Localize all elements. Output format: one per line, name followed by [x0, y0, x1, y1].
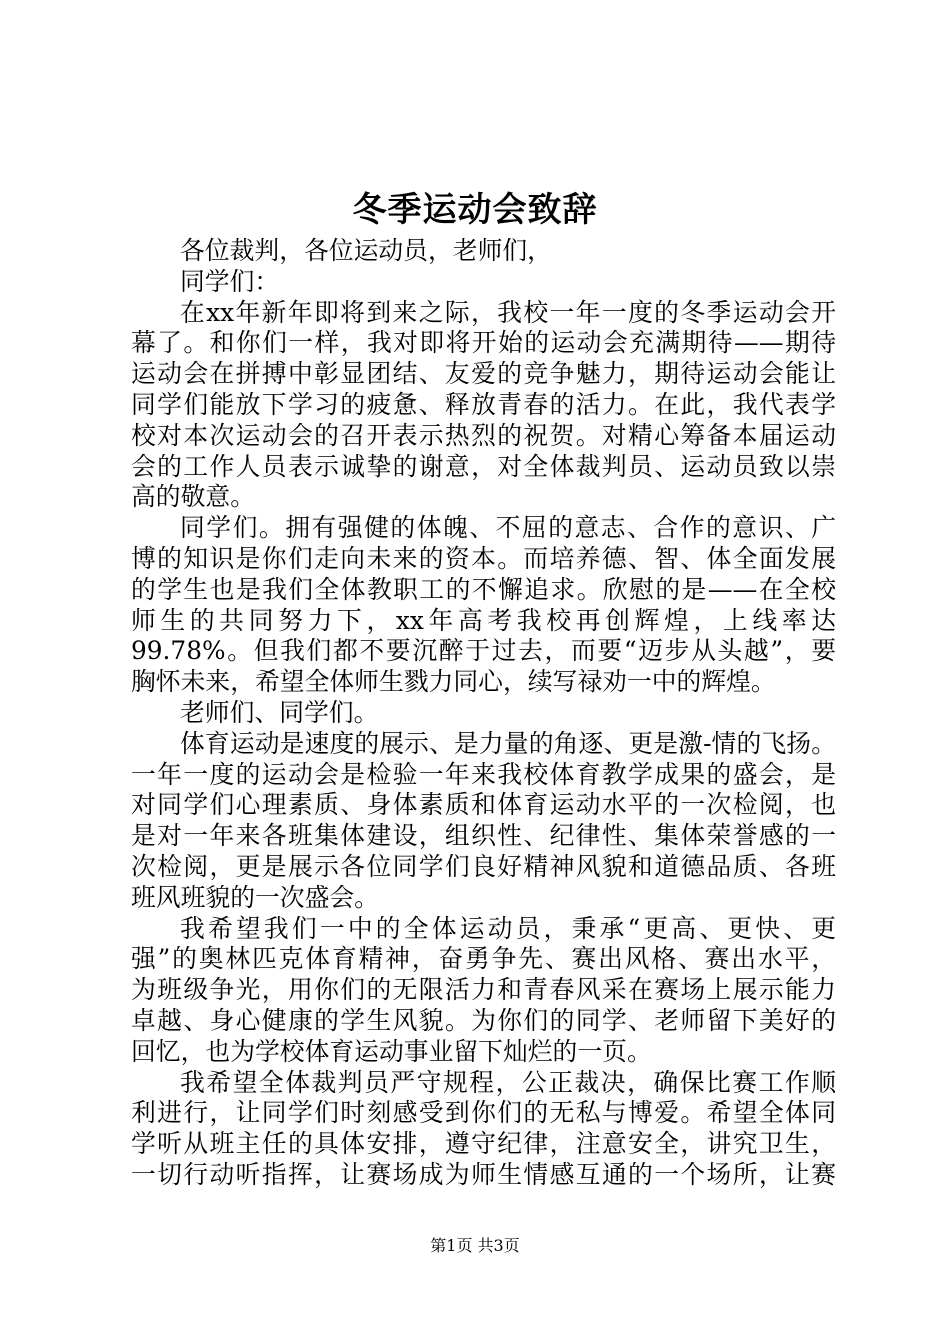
document-title: 冬季运动会致辞: [352, 190, 598, 230]
body-line: 同学们：: [180, 266, 280, 296]
body-line: 同学们能放下学习的疲惫、释放青春的活力。在此，我代表学: [131, 389, 836, 419]
body-line: 对同学们心理素质、身体素质和体育运动水平的一次检阅，也: [131, 790, 836, 820]
body-line: 同学们。拥有强健的体魄、不屈的意志、合作的意识、广: [180, 513, 836, 543]
body-line: 老师们、同学们。: [180, 697, 379, 727]
body-line: 体育运动是速度的展示、是力量的角逐、更是激-情的飞扬。: [180, 728, 836, 758]
body-line: 的学生也是我们全体教职工的不懈追求。欣慰的是——在全校: [131, 574, 836, 604]
body-line: 博的知识是你们走向未来的资本。而培养德、智、体全面发展: [131, 543, 836, 573]
body-line: 次检阅，更是展示各位同学们良好精神风貌和道德品质、各班: [131, 851, 836, 881]
body-line: 各位裁判，各位运动员，老师们，: [180, 236, 552, 265]
body-line: 卓越、身心健康的学生风貌。为你们的同学、老师留下美好的: [131, 1005, 836, 1035]
body-line: 师生的共同努力下，xx年高考我校再创辉煌，上线率达: [131, 605, 836, 635]
body-line: 会的工作人员表示诚挚的谢意，对全体裁判员、运动员致以崇: [131, 451, 836, 481]
body-line: 是对一年来各班集体建设，组织性、纪律性、集体荣誉感的一: [131, 821, 836, 851]
body-line: 99.78%。但我们都不要沉醉于过去，而要“迈步从头越”，要: [131, 636, 836, 666]
body-line: 学听从班主任的具体安排，遵守纪律，注意安全，讲究卫生，: [131, 1129, 836, 1159]
body-line: 我希望我们一中的全体运动员，秉承“更高、更快、更: [180, 913, 836, 943]
body-line: 一年一度的运动会是检验一年来我校体育教学成果的盛会，是: [131, 759, 836, 789]
body-line: 校对本次运动会的召开表示热烈的祝贺。对精心筹备本届运动: [131, 420, 836, 450]
body-line: 强”的奥林匹克体育精神，奋勇争先、赛出风格、赛出水平，: [131, 944, 836, 974]
body-line: 回忆，也为学校体育运动事业留下灿烂的一页。: [131, 1036, 652, 1066]
page-footer: 第1页 共3页: [430, 1236, 520, 1255]
body-line: 幕了。和你们一样，我对即将开始的运动会充满期待——期待: [131, 328, 836, 358]
body-line: 利进行，让同学们时刻感受到你们的无私与博爱。希望全体同: [131, 1098, 836, 1128]
body-line: 运动会在拼搏中彰显团结、友爱的竞争魅力，期待运动会能让: [131, 359, 836, 389]
body-line: 胸怀未来，希望全体师生戮力同心，续写禄劝一中的辉煌。: [131, 667, 776, 697]
body-line: 高的敬意。: [131, 482, 255, 512]
body-line: 为班级争光，用你们的无限活力和青春风采在赛场上展示能力: [131, 975, 836, 1005]
body-line: 在xx年新年即将到来之际，我校一年一度的冬季运动会开: [180, 297, 836, 327]
document-body: [131, 236, 836, 1191]
body-line: 我希望全体裁判员严守规程，公正裁决，确保比赛工作顺: [180, 1067, 836, 1097]
body-line: 班风班貌的一次盛会。: [131, 882, 379, 912]
body-line: 一切行动听指挥，让赛场成为师生情感互通的一个场所，让赛: [131, 1159, 836, 1189]
